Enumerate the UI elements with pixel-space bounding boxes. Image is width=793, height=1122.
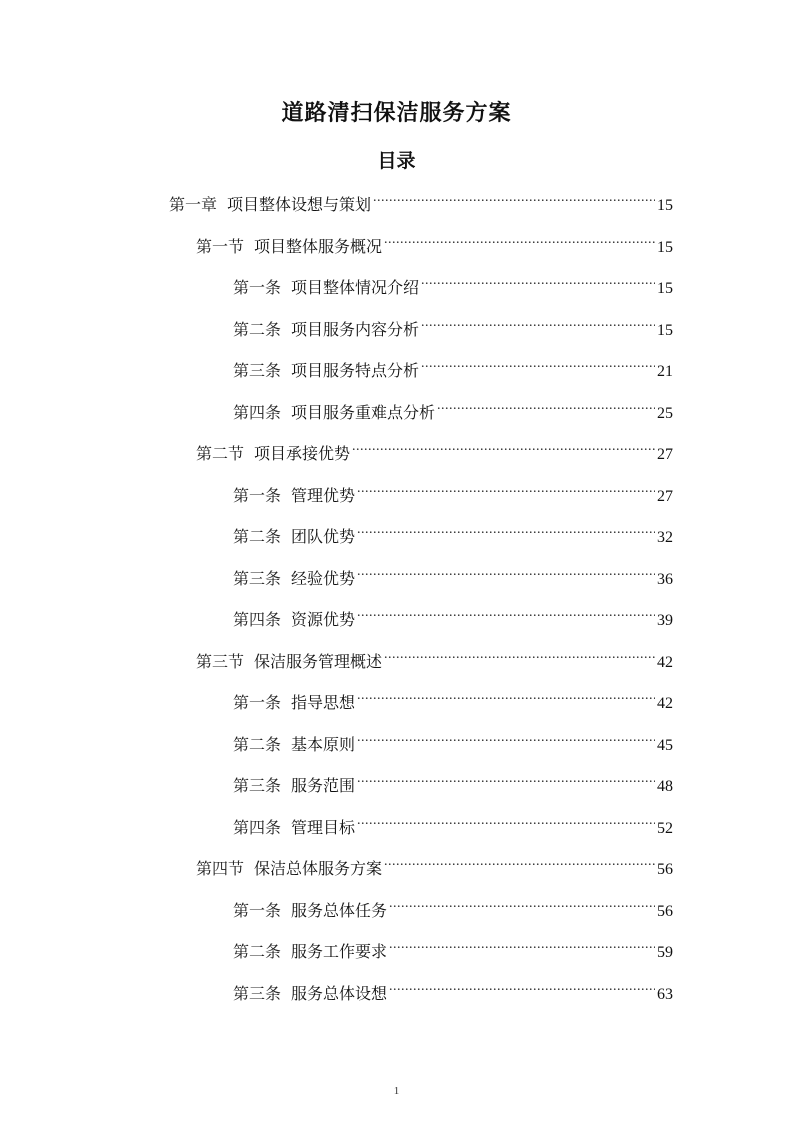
toc-entry-number: 第二节 <box>196 444 245 463</box>
dot-leader <box>421 269 655 293</box>
toc-entry-label: 项目服务重难点分析 <box>291 403 436 422</box>
dot-leader <box>384 228 655 252</box>
toc-entry-number: 第三条 <box>233 361 282 380</box>
dot-leader <box>373 186 655 210</box>
dot-leader <box>384 643 655 667</box>
toc-entry-page: 59 <box>657 944 673 961</box>
toc-entry-page: 42 <box>657 654 673 671</box>
toc-entry-article[interactable] <box>233 601 673 629</box>
toc-entry-label: 指导思想 <box>291 693 356 712</box>
toc-entry-page: 63 <box>657 986 673 1003</box>
toc-entry-number: 第二条 <box>233 527 282 546</box>
toc-entry-number: 第三节 <box>196 652 245 671</box>
toc-entry-page: 15 <box>657 322 673 339</box>
toc-entry-number: 第一条 <box>233 901 282 920</box>
toc-entry-page: 27 <box>657 488 673 505</box>
toc-entry-page: 56 <box>657 861 673 878</box>
dot-leader <box>389 975 655 999</box>
toc-entry-page: 15 <box>657 197 673 214</box>
toc-entry-label: 资源优势 <box>291 610 356 629</box>
toc-entry-page: 21 <box>657 363 673 380</box>
toc-entry-label: 团队优势 <box>291 527 356 546</box>
dot-leader <box>389 933 655 957</box>
toc-entry-label: 项目整体服务概况 <box>254 237 383 256</box>
dot-leader <box>357 767 655 791</box>
toc-entry-article[interactable] <box>233 975 673 1003</box>
toc-entry-page: 15 <box>657 239 673 256</box>
toc-entry-article[interactable] <box>233 518 673 546</box>
toc-entry-section[interactable] <box>196 435 673 463</box>
toc-entry-number: 第一章 <box>169 195 218 214</box>
toc-entry-label: 管理目标 <box>291 818 356 837</box>
toc-entry-number: 第一节 <box>196 237 245 256</box>
toc-entry-article[interactable] <box>233 394 673 422</box>
toc-entry-page: 56 <box>657 903 673 920</box>
dot-leader <box>357 684 655 708</box>
toc-entry-number: 第二条 <box>233 735 282 754</box>
toc-entry-label: 保洁服务管理概述 <box>254 652 383 671</box>
toc-entry-number: 第一条 <box>233 278 282 297</box>
toc-entry-page: 42 <box>657 695 673 712</box>
toc-entry-article[interactable] <box>233 892 673 920</box>
toc-entry-article[interactable] <box>233 767 673 795</box>
toc-entry-section[interactable] <box>196 643 673 671</box>
toc-entry-article[interactable] <box>233 477 673 505</box>
toc-entry-section[interactable] <box>196 850 673 878</box>
toc-entry-number: 第三条 <box>233 776 282 795</box>
toc-entry-article[interactable] <box>233 560 673 588</box>
toc-entry-article[interactable] <box>233 684 673 712</box>
toc-entry-label: 服务总体任务 <box>291 901 388 920</box>
toc-entry-article[interactable] <box>233 933 673 961</box>
toc-entry-number: 第三条 <box>233 984 282 1003</box>
toc-entry-label: 项目承接优势 <box>254 444 351 463</box>
toc-entry-page: 48 <box>657 778 673 795</box>
toc-entry-article[interactable] <box>233 269 673 297</box>
dot-leader <box>357 560 655 584</box>
toc-entry-label: 项目服务特点分析 <box>291 361 420 380</box>
document-title: 道路清扫保洁服务方案 <box>281 101 512 126</box>
toc-entry-label: 服务总体设想 <box>291 984 388 1003</box>
toc-entry-number: 第四条 <box>233 403 282 422</box>
dot-leader <box>389 892 655 916</box>
dot-leader <box>357 518 655 542</box>
toc-entry-article[interactable] <box>233 809 673 837</box>
toc-entry-page: 52 <box>657 820 673 837</box>
dot-leader <box>352 435 655 459</box>
page-number: 1 <box>393 1085 400 1097</box>
toc-entry-label: 服务范围 <box>291 776 356 795</box>
toc-entry-article[interactable] <box>233 726 673 754</box>
toc-entry-number: 第四条 <box>233 818 282 837</box>
toc-entry-label: 保洁总体服务方案 <box>254 859 383 878</box>
toc-entry-label: 项目服务内容分析 <box>291 320 420 339</box>
dot-leader <box>437 394 655 418</box>
dot-leader <box>357 477 655 501</box>
toc-entry-number: 第二条 <box>233 942 282 961</box>
dot-leader <box>384 850 655 874</box>
toc-heading: 目录 <box>377 150 416 172</box>
dot-leader <box>357 601 655 625</box>
toc-entry-article[interactable] <box>233 311 673 339</box>
toc-entry-label: 项目整体情况介绍 <box>291 278 420 297</box>
toc-entry-label: 基本原则 <box>291 735 356 754</box>
toc-entry-page: 32 <box>657 529 673 546</box>
toc-entry-label: 服务工作要求 <box>291 942 388 961</box>
toc-entry-number: 第二条 <box>233 320 282 339</box>
dot-leader <box>421 311 655 335</box>
dot-leader <box>421 352 655 376</box>
dot-leader <box>357 809 655 833</box>
toc-entry-page: 15 <box>657 280 673 297</box>
toc-entry-page: 39 <box>657 612 673 629</box>
toc-entry-number: 第一条 <box>233 486 282 505</box>
toc-entry-page: 27 <box>657 446 673 463</box>
toc-entry-number: 第四条 <box>233 610 282 629</box>
toc-entry-number: 第一条 <box>233 693 282 712</box>
toc-entry-label: 项目整体设想与策划 <box>227 195 372 214</box>
toc-entry-section[interactable] <box>196 228 673 256</box>
dot-leader <box>357 726 655 750</box>
toc-entry-number: 第四节 <box>196 859 245 878</box>
toc-entry-article[interactable] <box>233 352 673 380</box>
toc-entry-label: 管理优势 <box>291 486 356 505</box>
toc-entry-page: 45 <box>657 737 673 754</box>
toc-entry-label: 经验优势 <box>291 569 356 588</box>
toc-entry-chapter[interactable] <box>169 186 673 214</box>
toc-entry-page: 25 <box>657 405 673 422</box>
toc-entry-page: 36 <box>657 571 673 588</box>
toc-entry-number: 第三条 <box>233 569 282 588</box>
